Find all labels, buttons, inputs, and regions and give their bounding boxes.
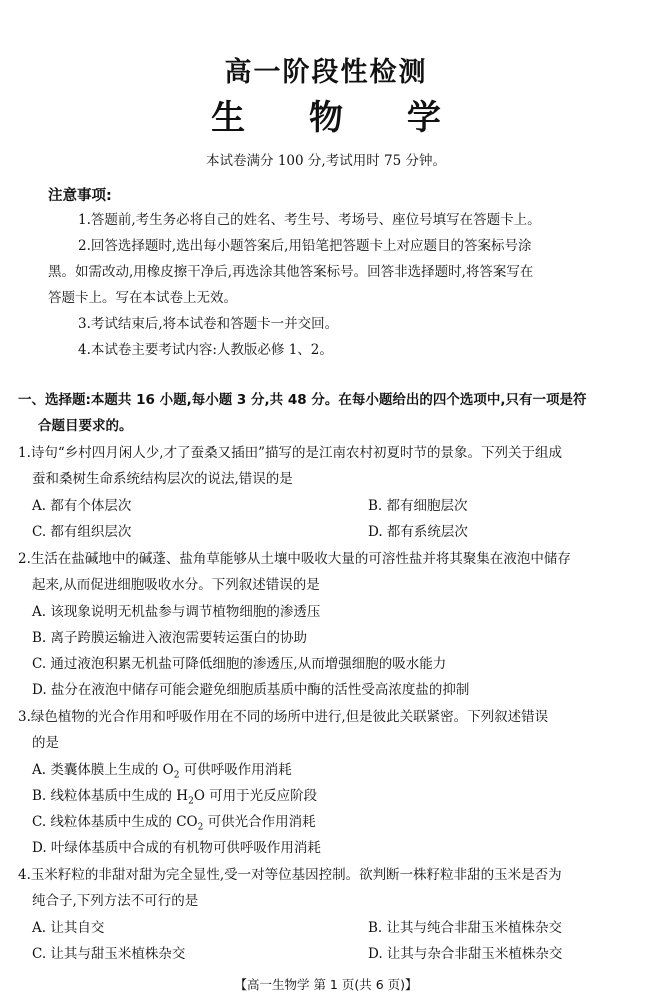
notice-item: 4.本试卷主要考试内容:人教版必修 1、2。 (78, 342, 333, 358)
question-4-option-a: A. 让其自交 (32, 920, 105, 936)
question-2-stem: 2.生活在盐碱地中的碱蓬、盐角草能够从土壤中吸收大量的可溶性盐并将其聚集在液泡中储存 (18, 551, 571, 567)
question-2-option-a: A. 该现象说明无机盐参与调节植物细胞的渗透压 (32, 604, 321, 620)
notice-item: 3.考试结束后,将本试卷和答题卡一并交回。 (78, 316, 339, 332)
question-3-option-c: C. 线粒体基质中生成的 $CO_2$ 可供光合作用消耗 (32, 814, 316, 833)
section-heading: 一、选择题:本题共 16 小题,每小题 3 分,共 48 分。在每小题给出的四个选项中,只有一项是符 (18, 392, 587, 408)
question-1-stem: 1.诗句“乡村四月闲人少,才了蚕桑又插田”描写的是江南农村初夏时节的景象。下列关于组成 (18, 445, 562, 461)
question-4-stem: 4.玉米籽粒的非甜对甜为完全显性,受一对等位基因控制。欲判断一株籽粒非甜的玉米是否为 (18, 867, 562, 883)
question-1-stem-cont: 蚕和桑树生命系统结构层次的说法,错误的是 (32, 471, 293, 487)
question-2-stem-cont: 起来,从而促进细胞吸收水分。下列叙述错误的是 (32, 577, 320, 593)
notice-item: 2.回答选择题时,选出每小题答案后,用铅笔把答题卡上对应题目的答案标号涂 (78, 238, 532, 254)
question-3-option-b: B. 线粒体基质中生成的 $H_2O$ 可用于光反应阶段 (32, 788, 318, 807)
exam-title: 高一阶段性检测 (224, 57, 428, 88)
question-1-option-d: D. 都有系统层次 (368, 524, 468, 540)
question-1-option-c: C. 都有组织层次 (32, 524, 132, 540)
notice-item: 答题卡上。写在本试卷上无效。 (48, 290, 237, 306)
question-3-option-d: D. 叶绿体基质中合成的有机物可供呼吸作用消耗 (32, 840, 321, 856)
page-footer: 【高一生物学 第 1 页(共 6 页)】 (234, 977, 418, 992)
notice-item: 1.答题前,考生务必将自己的姓名、考生号、考场号、座位号填写在答题卡上。 (78, 212, 541, 228)
subject-title: 生 物 学 (211, 98, 467, 138)
question-3-option-a: A. 类囊体膜上生成的 $O_2$ 可供呼吸作用消耗 (32, 762, 292, 781)
question-3-stem: 3.绿色植物的光合作用和呼吸作用在不同的场所中进行,但是彼此关联紧密。下列叙述错误 (18, 709, 549, 725)
question-3-stem-cont: 的是 (32, 735, 59, 751)
notice-item: 黑。如需改动,用橡皮擦干净后,再选涂其他答案标号。回答非选择题时,将答案写在 (48, 264, 534, 280)
question-4-option-c: C. 让其与甜玉米植株杂交 (32, 946, 186, 962)
question-2-option-c: C. 通过液泡积累无机盐可降低细胞的渗透压,从而增强细胞的吸水能力 (32, 656, 447, 672)
question-4-stem-cont: 纯合子,下列方法不可行的是 (32, 893, 199, 909)
question-4-option-d: D. 让其与杂合非甜玉米植株杂交 (368, 946, 563, 962)
section-heading-cont: 合题目要求的。 (38, 418, 133, 434)
question-4-option-b: B. 让其与纯合非甜玉米植株杂交 (368, 920, 563, 936)
question-1-option-b: B. 都有细胞层次 (368, 498, 468, 514)
question-1-option-a: A. 都有个体层次 (32, 498, 132, 514)
notice-title: 注意事项: (48, 188, 112, 204)
question-2-option-d: D. 盐分在液泡中储存可能会避免细胞质基质中酶的活性受高浓度盐的抑制 (32, 682, 470, 698)
exam-info: 本试卷满分 100 分,考试用时 75 分钟。 (206, 153, 446, 169)
question-2-option-b: B. 离子跨膜运输进入液泡需要转运蛋白的协助 (32, 630, 308, 646)
